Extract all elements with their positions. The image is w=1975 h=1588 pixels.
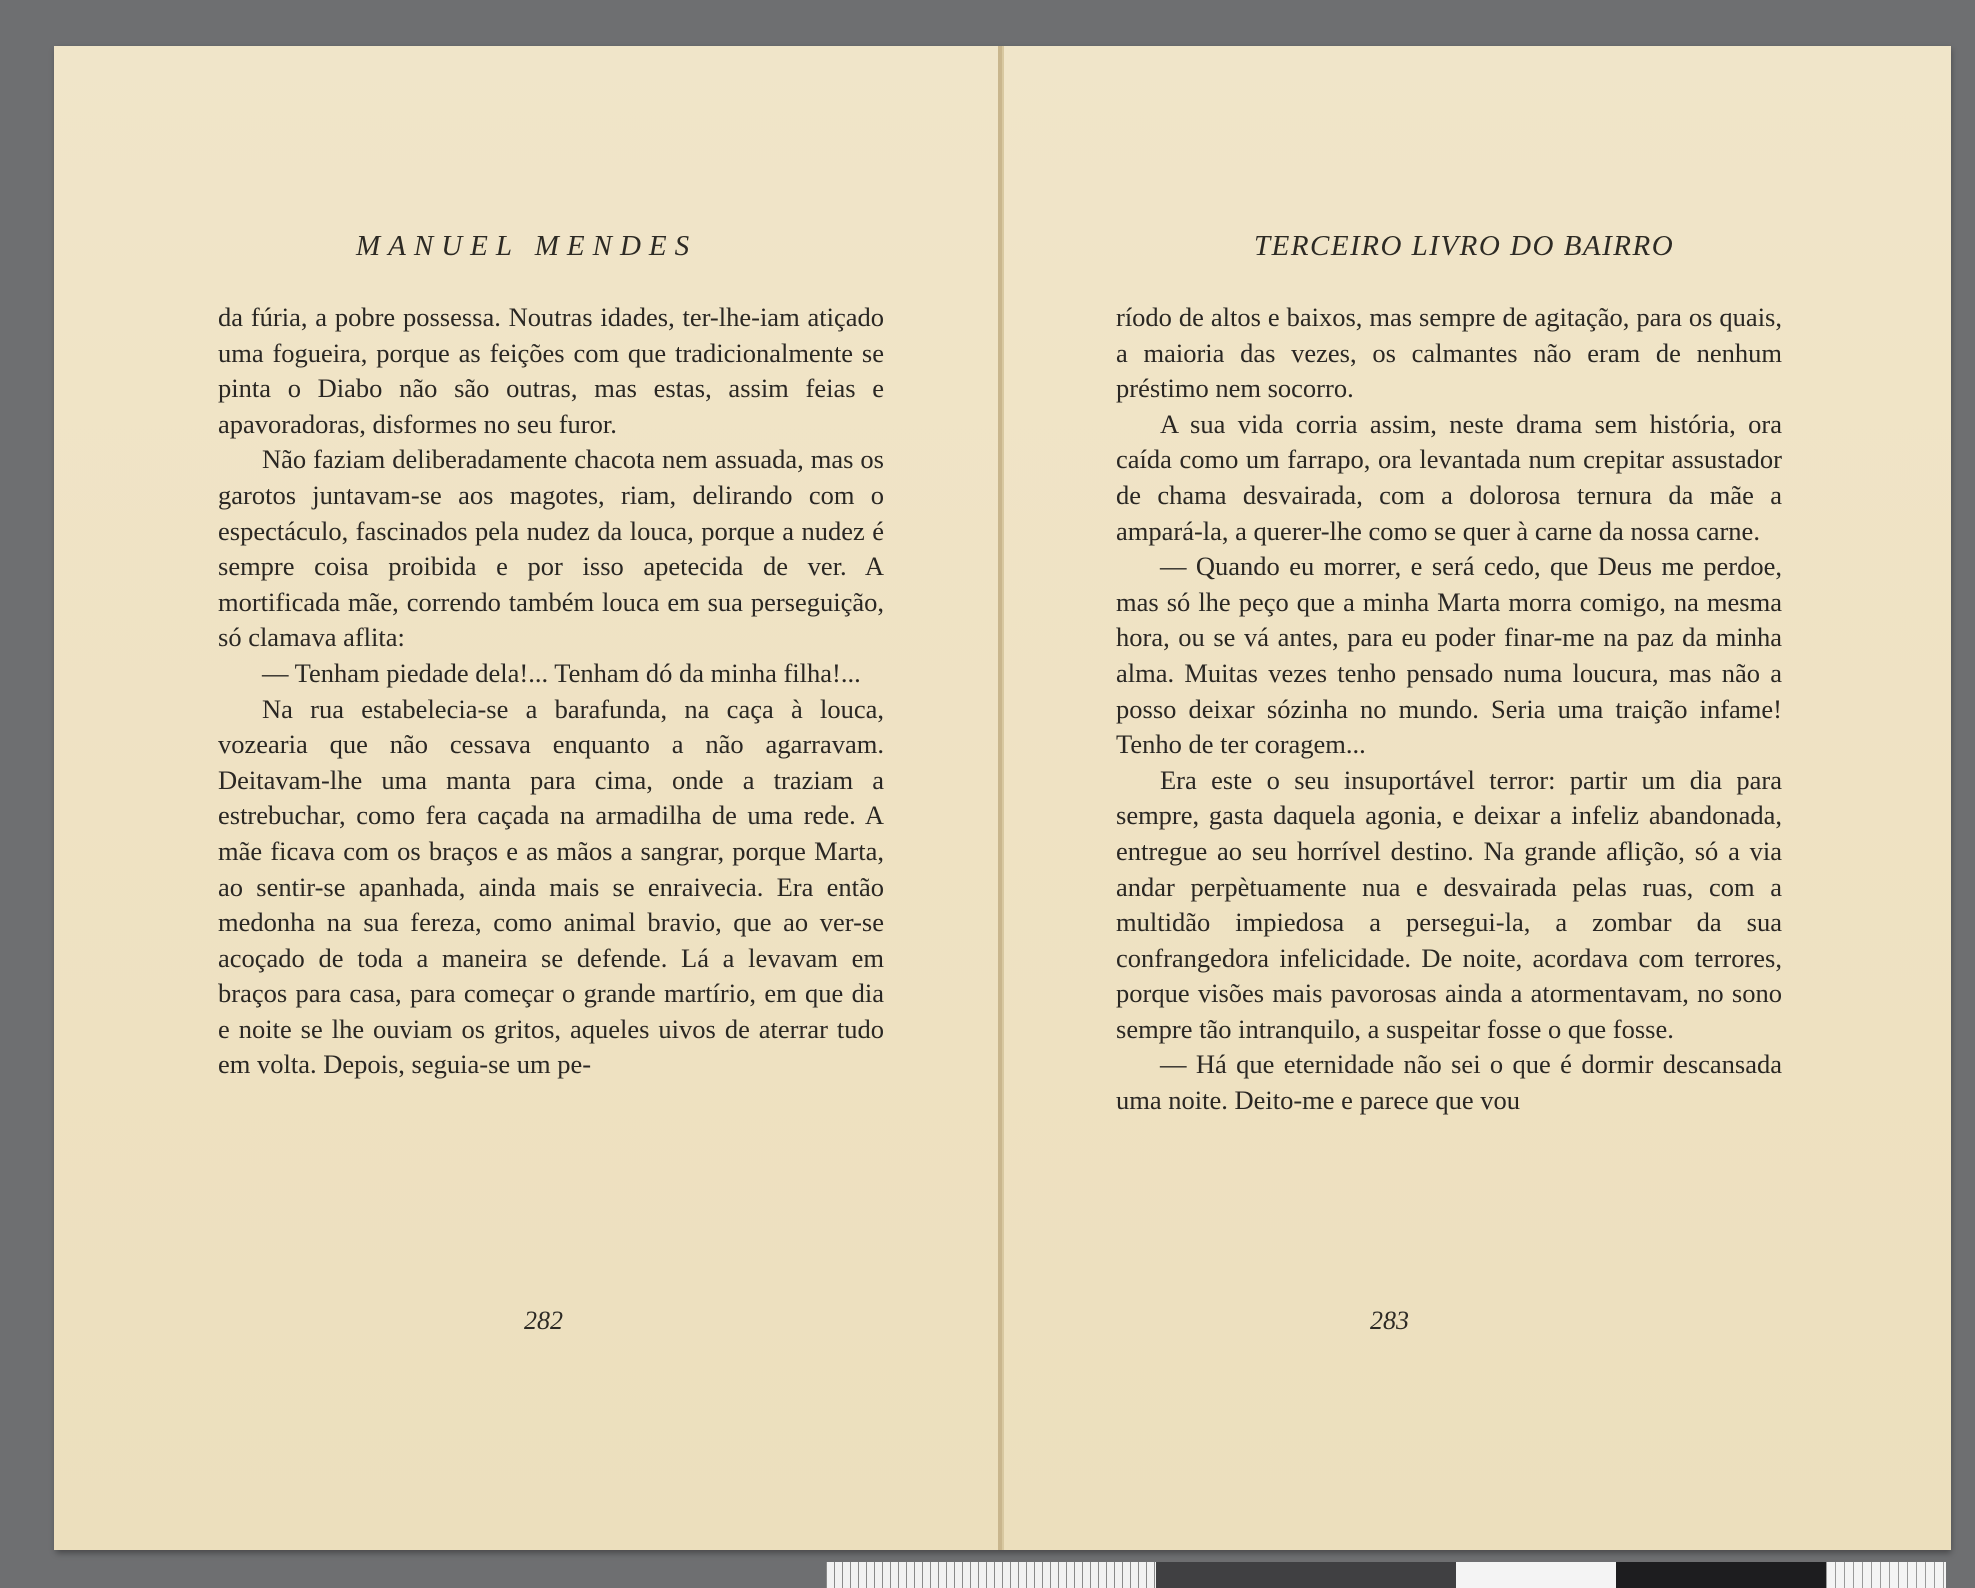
paragraph: — Quando eu morrer, e será cedo, que Deus me perdoe, mas só lhe peço que a minha Marta morra comigo, na mesma hora, ou se vá antes, para eu poder finar-me na paz da minha alma. Muitas vezes tenho pensado numa loucura, mas não a posso deixar sózinha no mundo. Seria uma traição infame! Tenho de ter coragem... xyxy=(1116,551,1782,760)
paragraph: da fúria, a pobre possessa. Noutras idades, ter-lhe-iam atiçado uma fogueira, porque as feições com que tradicionalmente se pinta o Diabo não são outras, mas estas, assim feias e apavoradoras, disformes no seu furor. xyxy=(218,302,884,439)
color-calibration-ruler xyxy=(826,1562,1946,1588)
left-page-body xyxy=(218,300,884,1083)
running-head-left: MANUEL MENDES xyxy=(356,230,698,262)
right-page-body xyxy=(1116,300,1782,1119)
left-page xyxy=(54,46,1000,1550)
right-page xyxy=(1002,46,1951,1550)
paragraph: — Há que eternidade não sei o que é dormir descansada uma noite. Deito-me e parece que vou xyxy=(1116,1049,1782,1116)
ruler-gray-patch xyxy=(1156,1562,1456,1588)
paragraph: ríodo de altos e baixos, mas sempre de agitação, para os quais, a maioria das vezes, os calmantes não eram de nenhum préstimo nem socorro. xyxy=(1116,302,1782,404)
ruler-white-patch xyxy=(1456,1562,1616,1588)
ruler-black-patch xyxy=(1616,1562,1826,1588)
paragraph: A sua vida corria assim, neste drama sem história, ora caída como um farrapo, ora levantada num crepitar assustador de chama desvairada, com a dolorosa ternura da mãe a ampará-la, a querer-lhe como se quer à carne da nossa carne. xyxy=(1116,408,1782,546)
paragraph: Não faziam deliberadamente chacota nem assuada, mas os garotos juntavam-se aos magotes, riam, delirando com o espectáculo, fascinados pela nudez da louca, porque a nudez é sempre coisa proibida e por isso apetecida de ver. A mortificada mãe, correndo também louca em sua perseguição, só clamava aflita: xyxy=(218,444,884,653)
page-number-left: 282 xyxy=(524,1306,563,1335)
running-head-right: TERCEIRO LIVRO DO BAIRRO xyxy=(1254,230,1675,262)
paragraph: Na rua estabelecia-se a barafunda, na caça à louca, vozearia que não cessava enquanto a não agarravam. Deitavam-lhe uma manta para cima, onde a traziam a estrebuchar, como fera caçada na armadilha de uma rede. A mãe ficava com os braços e as mãos a sangrar, porque Marta, ao sentir-se apanhada, ainda mais se enraivecia. Era então medonha na sua fereza, como animal bravio, que ao ver-se acoçado de toda a maneira se defende. Lá a levavam em braços para casa, para começar o grande martírio, em que dia e noite se lhe ouviam os gritos, aqueles uivos de aterrar tudo em volta. Depois, seguia-se um pe- xyxy=(218,693,884,1080)
book-spread xyxy=(54,46,1949,1550)
paragraph: — Tenham piedade dela!... Tenham dó da minha filha!... xyxy=(262,657,861,688)
paragraph: Era este o seu insuportável terror: partir um dia para sempre, gasta daquela agonia, e deixar a infeliz abandonada, entregue ao seu horrível destino. Na grande aflição, só a via andar perpètuamente nua e desvairada pelas ruas, com a multidão impiedosa a persegui-la, a zombar da sua confrangedora infelicidade. De noite, acordava com terrores, porque visões mais pavorosas ainda a atormentavam, no sono sempre tão intranquilo, a suspeitar fosse o que fosse. xyxy=(1116,764,1782,1044)
page-number-right: 283 xyxy=(1370,1306,1409,1335)
ruler-ticks xyxy=(826,1562,1156,1588)
ruler-end-ticks xyxy=(1826,1562,1946,1588)
